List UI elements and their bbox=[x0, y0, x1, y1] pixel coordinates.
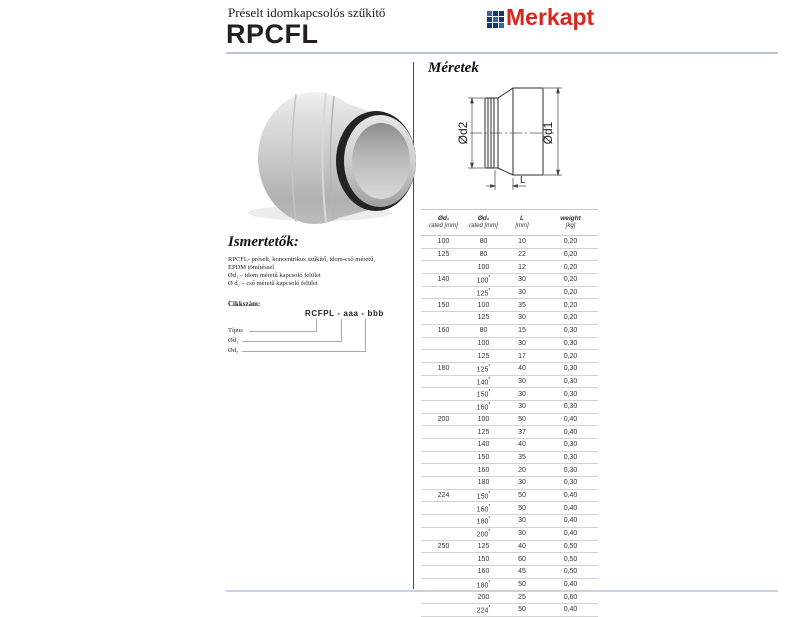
table-cell: 180 bbox=[437, 365, 450, 373]
table-cell: 30 bbox=[518, 314, 526, 322]
table-cell: 17 bbox=[518, 352, 526, 360]
table-cell: 125 bbox=[477, 352, 490, 360]
table-cell: 0,50 bbox=[563, 568, 578, 576]
section-title-ismertetok: Ismertetők: bbox=[228, 234, 299, 250]
table-cell: 35 bbox=[518, 454, 526, 462]
table-cell: 0,40 bbox=[563, 504, 578, 512]
table-cell: 30 bbox=[518, 276, 526, 284]
table-row bbox=[421, 604, 598, 617]
table-row bbox=[421, 236, 598, 249]
table-cell: 0,40 bbox=[563, 415, 578, 423]
table-cell: 45 bbox=[518, 568, 526, 576]
table-cell: 150* bbox=[476, 389, 491, 399]
table-cell: 100 bbox=[477, 415, 490, 423]
table-row bbox=[421, 528, 598, 541]
table-cell: 30 bbox=[518, 530, 526, 538]
table-cell: 0,20 bbox=[563, 289, 578, 297]
code-connector-line bbox=[242, 351, 365, 352]
table-row bbox=[421, 566, 598, 579]
d2-label: Ød2 bbox=[456, 121, 470, 145]
code-connector-line bbox=[316, 319, 317, 332]
table-cell: 160 bbox=[477, 466, 490, 474]
description-line: EPDM tömítéssel bbox=[228, 264, 275, 271]
table-cell: 0,30 bbox=[563, 441, 578, 449]
column-header-d1: Ød₁ rated [mm] bbox=[429, 214, 458, 229]
table-cell: 50 bbox=[518, 580, 526, 588]
table-cell: 0,20 bbox=[563, 251, 578, 259]
table-cell: 15 bbox=[518, 327, 526, 335]
table-cell: 60 bbox=[518, 555, 526, 563]
table-row bbox=[421, 477, 598, 490]
table-cell: 50 bbox=[518, 606, 526, 614]
column-header-d2: Ød₂ rated [mm] bbox=[469, 214, 498, 229]
table-cell: 0,40 bbox=[563, 580, 578, 588]
table-cell: 0,20 bbox=[563, 301, 578, 309]
column-divider bbox=[413, 62, 414, 589]
table-row bbox=[421, 325, 598, 338]
table-cell: 180* bbox=[476, 579, 491, 590]
brand-logo bbox=[487, 6, 594, 29]
table-cell: 125* bbox=[476, 287, 491, 298]
product-photo bbox=[230, 62, 405, 227]
table-cell: 0,20 bbox=[563, 276, 578, 284]
table-row bbox=[421, 376, 598, 389]
table-row bbox=[421, 541, 598, 554]
table-row bbox=[421, 401, 598, 414]
table-row bbox=[421, 287, 598, 300]
table-cell: 12 bbox=[518, 263, 526, 271]
table-cell: 250 bbox=[437, 542, 450, 550]
header-rule bbox=[226, 52, 778, 54]
table-cell: 125 bbox=[477, 428, 490, 436]
table-body bbox=[421, 236, 598, 617]
code-connector-line bbox=[249, 331, 316, 332]
table-cell: 0,30 bbox=[563, 390, 578, 398]
table-cell: 0,30 bbox=[563, 466, 578, 474]
section-title-meretek: Méretek bbox=[428, 60, 479, 76]
table-cell: 0,20 bbox=[563, 314, 578, 322]
order-code-label: Cikkszám: bbox=[228, 300, 261, 308]
table-cell: 30 bbox=[518, 403, 526, 411]
brand-grid-icon bbox=[487, 11, 504, 28]
table-row bbox=[421, 350, 598, 363]
table-cell: 0,20 bbox=[563, 263, 578, 271]
table-cell: 25 bbox=[518, 593, 526, 601]
table-cell: 80 bbox=[479, 238, 488, 246]
table-cell: 30 bbox=[518, 517, 526, 525]
table-row bbox=[421, 464, 598, 477]
table-cell: 50 bbox=[518, 492, 526, 500]
table-cell: 0,20 bbox=[563, 352, 578, 360]
code-legend-d1: Ød₁ bbox=[228, 337, 239, 344]
table-cell: 0,40 bbox=[563, 428, 578, 436]
table-cell: 0,30 bbox=[563, 327, 578, 335]
table-cell: 80 bbox=[479, 251, 488, 259]
table-row bbox=[421, 426, 598, 439]
product-subtitle: Préselt idomkapcsolós szűkítő bbox=[228, 5, 386, 20]
table-cell: 50 bbox=[518, 504, 526, 512]
table-cell: 0,40 bbox=[563, 492, 578, 500]
table-cell: 0,30 bbox=[563, 479, 578, 487]
table-cell: 0,60 bbox=[563, 593, 578, 601]
table-cell: 140 bbox=[477, 441, 490, 449]
table-cell: 125* bbox=[476, 364, 491, 374]
table-row bbox=[421, 338, 598, 351]
column-header-weight: weight [kg] bbox=[560, 214, 581, 229]
table-row bbox=[421, 299, 598, 312]
code-connector-line bbox=[365, 319, 366, 352]
table-row bbox=[421, 490, 598, 503]
table-cell: 80 bbox=[479, 327, 488, 335]
description-line: Ø d₂ – cső méretű kapcsoló felület bbox=[228, 280, 318, 287]
table-cell: 20 bbox=[518, 466, 526, 474]
table-cell: 160 bbox=[477, 568, 490, 576]
code-legend-d2: Ød₂ bbox=[228, 347, 239, 354]
table-cell: 125 bbox=[477, 314, 490, 322]
table-cell: 50 bbox=[518, 415, 526, 423]
table-cell: 10 bbox=[518, 238, 526, 246]
product-description bbox=[228, 256, 408, 288]
brand-name: Merkapt bbox=[506, 4, 595, 30]
table-row bbox=[421, 452, 598, 465]
description-line: RPCFL- préselt, koncentrikus szűkítő, idom-cső méretű, bbox=[228, 256, 375, 263]
table-row bbox=[421, 312, 598, 325]
table-cell: 40 bbox=[518, 441, 526, 449]
table-cell: 100 bbox=[437, 238, 450, 246]
table-cell: 140 bbox=[437, 276, 450, 284]
table-cell: 0,30 bbox=[563, 403, 578, 411]
column-header-l: L [mm] bbox=[515, 214, 529, 229]
table-cell: 150 bbox=[477, 454, 490, 462]
table-cell: 160* bbox=[476, 503, 491, 513]
table-row bbox=[421, 363, 598, 376]
table-cell: 100 bbox=[477, 339, 490, 347]
table-cell: 30 bbox=[518, 390, 526, 398]
table-cell: 30 bbox=[518, 289, 526, 297]
table-row bbox=[421, 261, 598, 274]
table-cell: 37 bbox=[518, 428, 526, 436]
table-cell: 0,40 bbox=[563, 606, 578, 614]
dimension-labels bbox=[456, 121, 555, 186]
table-cell: 0,30 bbox=[563, 339, 578, 347]
table-row bbox=[421, 274, 598, 287]
table-row bbox=[421, 591, 598, 604]
table-cell: 0,50 bbox=[563, 555, 578, 563]
table-cell: 200 bbox=[477, 593, 490, 601]
table-row bbox=[421, 553, 598, 566]
table-cell: 224 bbox=[437, 492, 450, 500]
table-cell: 160 bbox=[437, 327, 450, 335]
table-cell: 40 bbox=[518, 365, 526, 373]
table-cell: 0,40 bbox=[563, 530, 578, 538]
table-cell: 200 bbox=[437, 415, 450, 423]
order-code: RCFPL - aaa - bbb bbox=[305, 309, 384, 318]
table-cell: 100 bbox=[477, 263, 490, 271]
table-row bbox=[421, 502, 598, 515]
description-line: Ød₁ – idom méretű kapcsoló felület bbox=[228, 272, 321, 279]
table-cell: 100* bbox=[476, 275, 491, 285]
table-cell: 40 bbox=[518, 542, 526, 550]
table-cell: 150 bbox=[477, 555, 490, 563]
table-row bbox=[421, 579, 598, 592]
d1-label: Ød1 bbox=[541, 121, 555, 145]
dimension-drawing bbox=[440, 82, 590, 202]
table-cell: 35 bbox=[518, 301, 526, 309]
table-header-row bbox=[421, 210, 598, 236]
table-cell: 125 bbox=[437, 251, 450, 259]
table-cell: 180* bbox=[476, 516, 491, 526]
code-connector-line bbox=[341, 319, 342, 342]
table-cell: 200* bbox=[476, 528, 491, 539]
table-cell: 0,30 bbox=[563, 454, 578, 462]
table-cell: 150 bbox=[437, 301, 450, 309]
table-cell: 180 bbox=[477, 479, 490, 487]
table-cell: 0,30 bbox=[563, 365, 578, 373]
code-connector-line bbox=[242, 341, 341, 342]
code-legend-type: Típus bbox=[228, 327, 243, 334]
table-row bbox=[421, 249, 598, 262]
table-cell: 160* bbox=[476, 402, 491, 412]
table-cell: 100 bbox=[477, 301, 490, 309]
table-cell: 22 bbox=[518, 251, 526, 259]
table-row bbox=[421, 515, 598, 528]
table-cell: 0,50 bbox=[563, 542, 578, 550]
table-cell: 140* bbox=[476, 376, 491, 387]
table-cell: 30 bbox=[518, 479, 526, 487]
table-cell: 0,20 bbox=[563, 238, 578, 246]
table-cell: 30 bbox=[518, 339, 526, 347]
table-cell: 224* bbox=[476, 605, 491, 615]
l-label: L bbox=[520, 175, 526, 186]
reducer-outline bbox=[485, 88, 543, 175]
table-cell: 150* bbox=[476, 490, 491, 501]
table-cell: 0,40 bbox=[563, 517, 578, 525]
table-cell: 125 bbox=[477, 542, 490, 550]
table-row bbox=[421, 388, 598, 401]
dimension-table bbox=[421, 209, 598, 617]
table-cell: 30 bbox=[518, 377, 526, 385]
page-title: RPCFL bbox=[226, 19, 319, 49]
table-row bbox=[421, 439, 598, 452]
table-cell: 0,30 bbox=[563, 377, 578, 385]
table-row bbox=[421, 414, 598, 427]
